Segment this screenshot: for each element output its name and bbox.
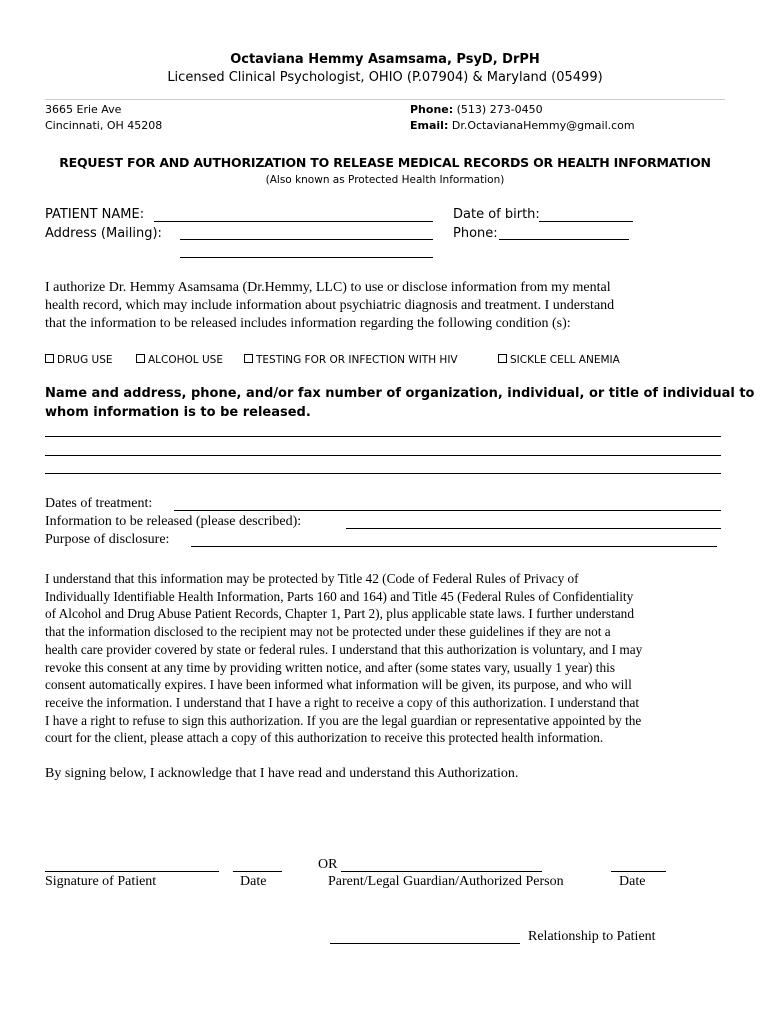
drug-use-checkbox[interactable] bbox=[45, 354, 54, 363]
recipient-field-3[interactable] bbox=[45, 473, 721, 474]
or-label: OR bbox=[318, 857, 338, 872]
condition-alcohol-use-label: ALCOHOL USE bbox=[148, 354, 223, 366]
address-line-2: Cincinnati, OH 45208 bbox=[45, 119, 163, 132]
alcohol-use-checkbox[interactable] bbox=[136, 354, 145, 363]
phone-contact-label: Phone: bbox=[410, 103, 454, 116]
condition-hiv-testing-label: TESTING FOR OR INFECTION WITH HIV bbox=[256, 354, 458, 366]
phone-label: Phone: bbox=[453, 226, 498, 241]
phone-contact bbox=[410, 103, 543, 116]
email-contact-value: Dr.OctavianaHemmy@gmail.com bbox=[451, 119, 635, 132]
legal-line: of Alcohol and Drug Abuse Patient Records, Chapter 1, Part 2), plus applicable state laws. I further understand bbox=[45, 606, 634, 622]
signature-patient-label: Signature of Patient bbox=[45, 874, 157, 889]
dates-of-treatment-label: Dates of treatment: bbox=[45, 496, 153, 511]
condition-hiv-testing[interactable] bbox=[244, 354, 458, 366]
relationship-field[interactable] bbox=[330, 943, 520, 944]
form-title: REQUEST FOR AND AUTHORIZATION TO RELEASE MEDICAL RECORDS OR HEALTH INFORMATION bbox=[59, 155, 711, 170]
condition-drug-use[interactable] bbox=[45, 354, 113, 366]
legal-line: I understand that this information may be protected by Title 42 (Code of Federal Rules of Privacy of bbox=[45, 571, 579, 586]
legal-line: revoke this consent at any time by providing written notice, and after (some states vary, usually 1 year) this bbox=[45, 659, 616, 675]
sickle-cell-checkbox[interactable] bbox=[498, 354, 507, 363]
address-field-1[interactable] bbox=[180, 239, 433, 240]
form-subtitle: (Also known as Protected Health Information) bbox=[265, 174, 505, 186]
legal-notice-paragraph bbox=[45, 570, 642, 747]
legal-line: that the information disclosed to the recipient may not be protected under these guidelines if they are not a bbox=[45, 624, 611, 640]
address-field-2[interactable] bbox=[180, 257, 433, 258]
info-released-field[interactable] bbox=[346, 528, 721, 529]
recipient-field-2[interactable] bbox=[45, 455, 721, 456]
patient-signature-field[interactable] bbox=[45, 871, 219, 872]
condition-alcohol-use[interactable] bbox=[136, 354, 223, 366]
legal-line: Individually Identifiable Health Information, Parts 160 and 164) and Title 45 (Federal Rules of Confidentiality bbox=[45, 588, 634, 604]
acknowledgement-text: By signing below, I acknowledge that I have read and understand this Authorization. bbox=[45, 766, 519, 781]
guardian-date-label: Date bbox=[619, 874, 646, 889]
purpose-field[interactable] bbox=[191, 546, 717, 547]
letterhead-divider bbox=[45, 99, 725, 100]
guardian-label: Parent/Legal Guardian/Authorized Person bbox=[328, 874, 564, 889]
authorize-line-2: health record, which may include information about psychiatric diagnosis and treatment. I understand bbox=[45, 298, 615, 313]
recipient-heading-line-2: whom information is to be released. bbox=[45, 405, 311, 420]
legal-line: health care provider covered by state or federal rules. I understand that this authorization is voluntary, and I may bbox=[45, 641, 643, 657]
email-contact bbox=[410, 119, 635, 132]
hiv-testing-checkbox[interactable] bbox=[244, 354, 253, 363]
dob-label: Date of birth: bbox=[453, 207, 540, 222]
email-contact-label: Email: bbox=[410, 119, 449, 132]
relationship-label: Relationship to Patient bbox=[528, 929, 656, 944]
practitioner-name: Octaviana Hemmy Asamsama, PsyD, DrPH bbox=[230, 52, 540, 67]
patient-date-label: Date bbox=[240, 874, 267, 889]
authorize-line-1: I authorize Dr. Hemmy Asamsama (Dr.Hemmy, LLC) to use or disclose information from my mental bbox=[45, 280, 611, 295]
condition-sickle-cell-label: SICKLE CELL ANEMIA bbox=[510, 354, 620, 366]
legal-line: I have a right to refuse to sign this authorization. If you are the legal guardian or representative appointed by the bbox=[45, 712, 642, 728]
patient-name-label: PATIENT NAME: bbox=[45, 207, 145, 222]
guardian-signature-field[interactable] bbox=[341, 871, 542, 872]
legal-line: consent automatically expires. I have been informed what information will be given, its purpose, and who will bbox=[45, 677, 632, 693]
patient-date-field[interactable] bbox=[233, 871, 282, 872]
dob-field[interactable] bbox=[539, 221, 633, 222]
condition-sickle-cell[interactable] bbox=[498, 354, 620, 366]
recipient-heading-line-1: Name and address, phone, and/or fax number of organization, individual, or title of individual to bbox=[45, 386, 755, 401]
address-line-1: 3665 Erie Ave bbox=[45, 103, 122, 116]
guardian-date-field[interactable] bbox=[611, 871, 666, 872]
legal-line: court for the client, please attach a copy of this authorization to receive this protected health information. bbox=[45, 730, 604, 746]
authorize-line-3: that the information to be released includes information regarding the following condition (s): bbox=[45, 316, 571, 331]
patient-name-field[interactable] bbox=[154, 221, 433, 222]
dates-of-treatment-field[interactable] bbox=[174, 510, 721, 511]
recipient-field-1[interactable] bbox=[45, 436, 721, 437]
purpose-label: Purpose of disclosure: bbox=[45, 532, 170, 547]
phone-field[interactable] bbox=[499, 239, 629, 240]
condition-drug-use-label: DRUG USE bbox=[57, 354, 113, 366]
legal-line: receive the information. I understand that I have a right to receive a copy of this authorization. I understand that bbox=[45, 694, 640, 710]
practitioner-credentials: Licensed Clinical Psychologist, OHIO (P.07904) & Maryland (05499) bbox=[167, 70, 603, 85]
address-label: Address (Mailing): bbox=[45, 226, 162, 241]
info-released-label: Information to be released (please described): bbox=[45, 514, 302, 529]
phone-contact-value: (513) 273-0450 bbox=[456, 103, 543, 116]
